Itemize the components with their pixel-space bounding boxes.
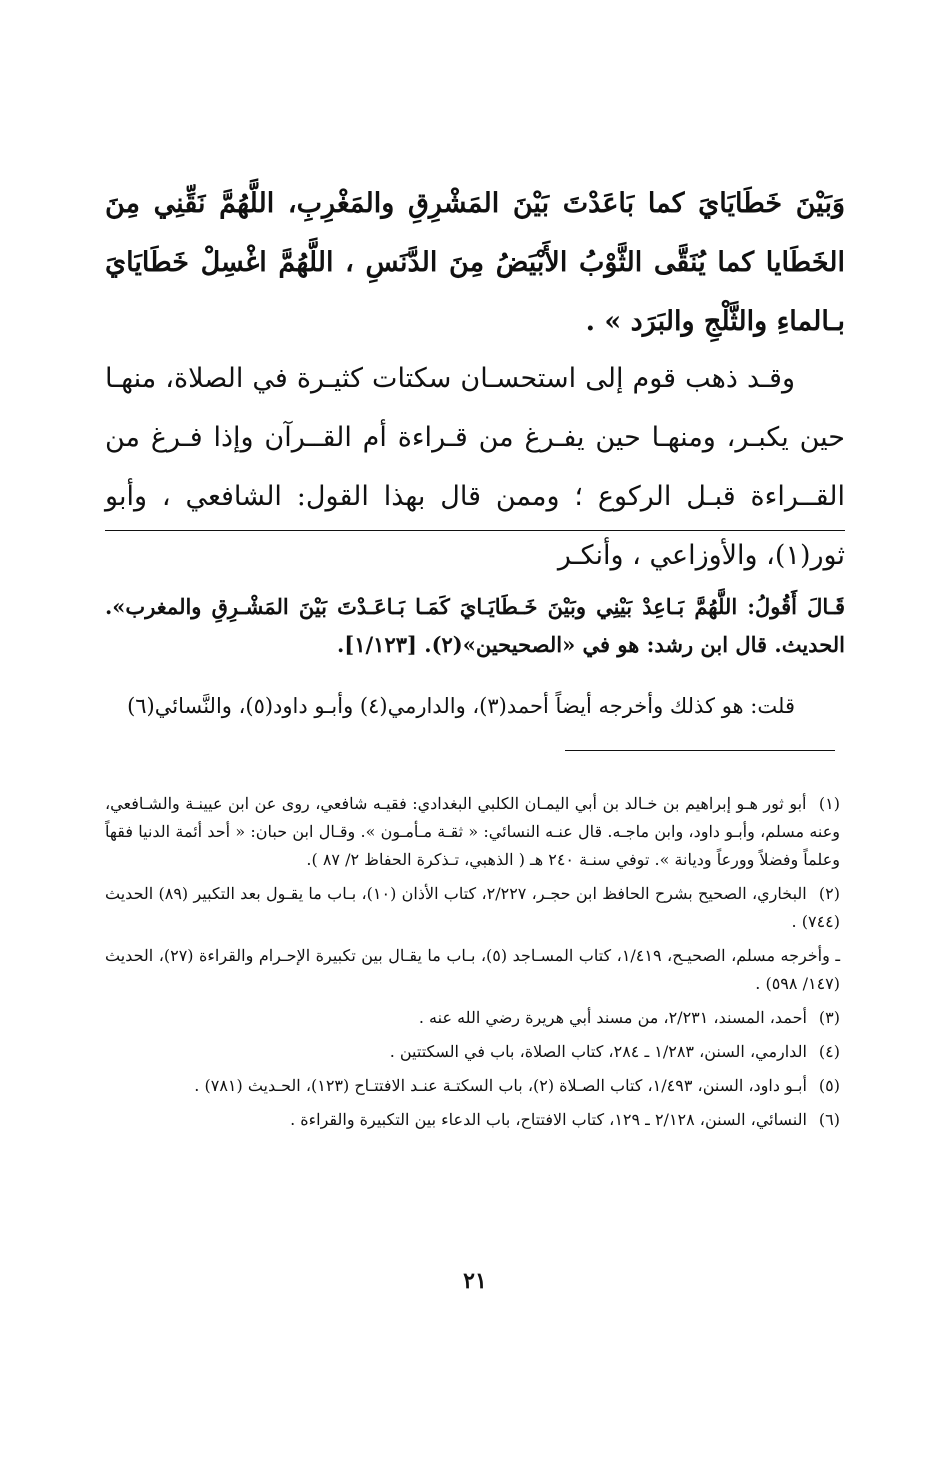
footnote-4	[105, 1038, 840, 1066]
footnote-text: أبو ثور هـو إبراهيم بن خـالد بن أبي اليمـان الكلبي البغدادي: فقيـه شافعي، روى عن ابن عيينـة والشـافعي، وعنه مسلم، وأبـو داود، وابن ماجـه. قال عنـه النسائي: « ثقـة مـأمـون ». وقـال ابن حبان: « أحد أئمة الدنيا فقهاً وعلماً وفضلاً وورعاً وديانة ». توفي سنـة ٢٤٠ هـ ( الذهبي، تـذكرة الحفاظ ٢/ ٨٧ ).	[105, 794, 840, 869]
footnote-number: (٦)	[818, 1110, 840, 1129]
footnote-6	[105, 1106, 840, 1134]
commentary-note-text: قلت: هو كذلك وأخرجه أيضاً أحمد(٣)، والدارمي(٤) وأبـو داود(٥)، والنَّسائي(٦)	[127, 694, 795, 718]
page-number: ٢١	[463, 1268, 487, 1294]
footnote-2	[105, 880, 840, 936]
footnote-5	[105, 1072, 840, 1100]
footnotes	[105, 790, 840, 1140]
footnote-text: النسائي، السنن، ٢/١٢٨ ـ ١٢٩، كتاب الافتتاح، باب الدعاء بين التكبيرة والقراءة .	[290, 1110, 807, 1129]
main-paragraph-hadith: وَبَيْنَ خَطَايَايَ كما بَاعَدْتَ بَيْنَ المَشْرِقِ والمَغْرِبِ، اللَّهُمَّ نَقِّنِي مِنَ الخَطَايا كما يُنَقَّى الثَّوْبُ الأَبْيَضُ مِنَ الدَّنَسِ ، اللَّهُمَّ اغْسِلْ خَطَايَايَ بـالماءِ والثَّلْجِ والبَرَد » .	[105, 188, 845, 337]
footnote-text: أبـو داود، السنن، ١/٤٩٣، كتاب الصـلاة (٢)، باب السكتـة عنـد الافتتـاح (١٢٣)، الحـديث (٧٨١) .	[194, 1076, 807, 1095]
footnote-2-continuation: ـ وأخرجه مسلم، الصحيـح، ١/٤١٩، كتاب المسـاجد (٥)، بـاب ما يقـال بين تكبيرة الإحـرام والقراءة (٢٧)، الحديث (١٤٧/ ٥٩٨) .	[105, 946, 841, 993]
footnote-number: (١)	[818, 794, 840, 813]
commentary-note	[105, 687, 845, 725]
footnote-number: (٣)	[818, 1008, 840, 1027]
footnote-text: أحمد، المسند، ٢/٢٣١، من مسند أبي هريرة رضي الله عنه .	[418, 1008, 807, 1027]
footnote-1	[105, 790, 840, 874]
footnote-number: (٢)	[818, 884, 840, 903]
footnote-text: الدارمي، السنن، ١/٢٨٣ ـ ٢٨٤، كتاب الصلاة، باب في السكتتين .	[389, 1042, 807, 1061]
footnote-number: (٤)	[818, 1042, 840, 1061]
main-paragraph-opinions	[105, 349, 845, 585]
footnote-number: (٥)	[818, 1076, 840, 1095]
commentary-quote: قَـالَ أَقُولُ: اللَّهُمَّ بَـاعِدْ بَيْنِي وبَيْنَ خَـطَايَـايَ كَمَـا بَـاعَـدْتَ بَيْنَ المَشْـرِقِ والمغرب». الحديث. قال ابن رشد: هو في «الصحيحين»(٢). [١/١٢٣].	[105, 594, 845, 657]
footnote-divider-rule	[565, 750, 835, 751]
footnote-text: البخاري، الصحيح بشرح الحافظ ابن حجـر، ٢/٢٢٧، كتاب الأذان (١٠)، بـاب ما يقـول بعد التكبير (٨٩) الحديث (٧٤٤) .	[105, 884, 840, 931]
main-paragraph-opinions-text: وقـد ذهب قوم إلى استحسـان سكتات كثيـرة في الصلاة، منهـا حين يكبـر، ومنهـا حين يفـرغ من قـراءة أم القــرآن وإذا فـرغ من القــراءة قبـل الركوع ؛ وممن قال بهذا القول: الشافعي ، وأبو ثور(١)، والأوزاعي ، وأنكـر	[105, 363, 845, 571]
main-divider-rule	[105, 530, 845, 531]
footnote-3	[105, 1004, 840, 1032]
